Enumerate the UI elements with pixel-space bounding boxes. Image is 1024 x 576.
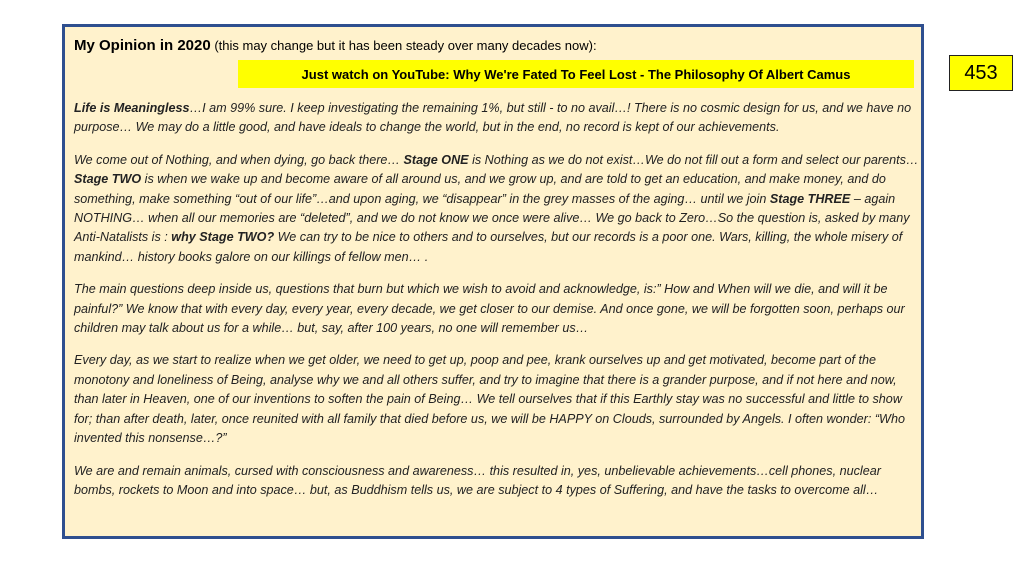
paragraph-text: is Nothing as we do not exist…We do not fill out a form and select our parents…	[468, 152, 919, 167]
paragraph-text: We come out of Nothing, and when dying, go back there…	[74, 152, 404, 167]
page-title	[74, 37, 597, 54]
paragraph-2	[74, 151, 919, 267]
paragraph-4: Every day, as we start to realize when we get older, we need to get up, poop and pee, krank ourselves up and get motivated, become part of the monotony and loneliness of Being, analyse why we and all others suffer, and try to imagine that there is a grander purpose, and if not here and now, than later in Heaven, one of our inventions to soften the pain of Being… We tell ourselves that if this Earthly stay was no successful and little to show for; than after death, later, once reunited with all family that died before us, we will be HAPPY on Clouds, surrounded by Angels. I often wonder: “Who invented this nonsense…?”	[74, 353, 905, 446]
emphasis: Stage TWO	[74, 172, 142, 187]
emphasis: Life is Meaningless	[74, 101, 190, 115]
youtube-banner: Just watch on YouTube: Why We're Fated To Feel Lost - The Philosophy Of Albert Camus	[238, 60, 914, 88]
paragraph-text: We can try to be nice to others and to ourselves, but our records is a poor one. Wars, killing, the whole misery of mankind… history books galore on our killings of fellow men… .	[74, 230, 903, 264]
title-text: My Opinion in 2020	[74, 37, 211, 54]
paragraph-text: …I am 99% sure. I keep investigating the remaining 1%, but still - to no avail…! There is no cosmic design for us, and we have no purpose… We may do a little good, and have ideals to change the world, but in the end, no record is kept of our achievements.	[74, 101, 912, 135]
paragraph-text: is when we wake up and become aware of all around us, and we grow up, and are told to get an education, and make money, and do something, make something “out of our life”…and upon aging, we “disappear” in the grey masses of the aging… until we join	[74, 172, 886, 206]
opinion-panel	[62, 24, 924, 539]
paragraph-1	[74, 99, 919, 138]
emphasis: Stage THREE	[769, 191, 851, 206]
title-subtitle: (this may change but it has been steady over many decades now):	[210, 38, 597, 53]
paragraph-5: We are and remain animals, cursed with consciousness and awareness… this resulted in, yes, unbelievable achievements…cell phones, nuclear bombs, rockets to Moon and into space… but, as Buddhism tells us, we are subject to 4 types of Suffering, and have the tasks to overcome all…	[74, 463, 881, 497]
body-text	[74, 99, 919, 500]
emphasis: Stage ONE	[403, 152, 469, 167]
emphasis: why Stage TWO?	[171, 230, 275, 245]
slide-number-badge: 453	[949, 55, 1013, 91]
paragraph-text: – again NOTHING… when all our memories are “deleted”, and we do not know we once were alive… We go back to Zero…So the question is, asked by many Anti-Natalists is :	[74, 191, 910, 245]
paragraph-3: The main questions deep inside us, questions that burn but which we wish to avoid and acknowledge, is:” How and When will we die, and will it be painful?” We know that with every day, every year, every decade, we get closer to our demise. And once gone, we will be forgotten soon, perhaps our children may talk about us for a while… but, say, after 100 years, no one will remember us…	[74, 282, 905, 336]
